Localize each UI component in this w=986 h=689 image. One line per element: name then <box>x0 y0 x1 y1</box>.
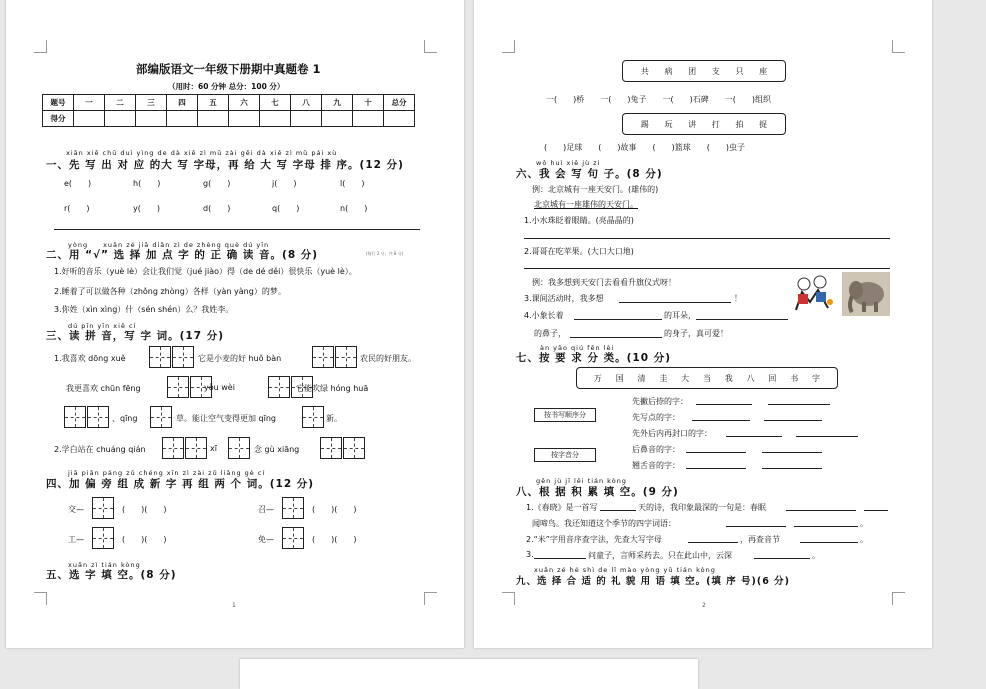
question-2-3: 3.你姓（xìn xìng）什（sén shén）么？我姓李。 <box>54 305 234 314</box>
letter-blank: j( ) <box>272 179 297 188</box>
word-blanks: ( )( ) <box>122 535 167 544</box>
score-cell: 五 <box>198 95 229 111</box>
question-6-3: 3.课间活动时，我多想 <box>524 294 604 303</box>
section-5-heading: 五、选 字 填 空。(8 分) <box>46 569 177 581</box>
choice-char: 大 <box>681 373 690 383</box>
choice-char: 当 <box>702 373 711 383</box>
children-playing-image <box>790 272 838 314</box>
tianzige-box[interactable] <box>228 437 250 459</box>
score-input[interactable] <box>353 111 384 127</box>
letter-blank: y( ) <box>133 204 160 213</box>
section-7-heading: 七、按 要 求 分 类。(10 分) <box>516 352 671 364</box>
question-6-4: 的鼻子， <box>534 329 566 338</box>
tianzige-box[interactable] <box>149 346 171 368</box>
question-6-4: 的耳朵， <box>664 311 696 320</box>
choice-char: 团 <box>688 66 697 76</box>
question-3-text: 我更喜欢 chūn fēng <box>66 384 141 393</box>
choice-char: 书 <box>790 373 799 383</box>
score-input[interactable] <box>260 111 291 127</box>
answer-line[interactable] <box>534 558 586 559</box>
radical-label: 交— <box>68 505 84 514</box>
answer-line[interactable] <box>600 510 636 511</box>
next-page-edge <box>240 659 698 689</box>
question-6-1: 1.小水珠眨着眼睛。(亮晶晶的) <box>524 216 634 225</box>
question-3-text: 念 gù xiāng <box>254 445 300 454</box>
score-cell: 七 <box>260 95 291 111</box>
category-item: 后鼻音的字： <box>632 445 680 454</box>
score-input[interactable] <box>74 111 105 127</box>
choice-char: 拍 <box>735 119 744 129</box>
score-cell: 八 <box>291 95 322 111</box>
answer-line[interactable] <box>686 452 746 453</box>
word-blanks: ( )( ) <box>312 505 357 514</box>
section-8-heading: 八、根 据 积 累 填 空。(9 分) <box>516 486 679 498</box>
category-item: 先撇后捺的字： <box>632 397 688 406</box>
crop-mark <box>34 592 47 605</box>
answer-line[interactable] <box>524 268 890 269</box>
sentence-end: 。 <box>812 551 820 560</box>
crop-mark <box>424 592 437 605</box>
page-subtitle: （用时：60 分钟 总分：100 分） <box>168 82 285 91</box>
section-9-pinyin: xuǎn zé hé shì de lǐ mào yòng yǔ tián kòng <box>534 566 716 574</box>
tianzige-box[interactable] <box>150 406 172 428</box>
question-6-2: 2.哥哥在吃苹果。(大口大口地) <box>524 247 634 256</box>
answer-line[interactable] <box>794 526 858 527</box>
section-2-pinyin: yòng xuǎn zé jiā diǎn zì de zhèng què dú yīn <box>68 241 270 249</box>
question-2-2: 2.睡着了可以做各种（zhǒng zhòng）各样（yàn yàng）的梦。 <box>54 287 286 296</box>
crop-mark <box>892 592 905 605</box>
question-3-text: 它是小麦的好 huǒ bàn <box>198 354 282 363</box>
score-input[interactable] <box>291 111 322 127</box>
score-cell: 一 <box>74 95 105 111</box>
letter-blank: h( ) <box>133 179 161 188</box>
choice-char: 万 <box>593 373 602 383</box>
question-3-text: 1.我喜欢 dōng xuě <box>54 354 126 363</box>
section-6-pinyin: wǒ huì xiě jù zi <box>536 159 601 167</box>
section-8-pinyin: gēn jù jī lěi tián kòng <box>536 477 627 485</box>
answer-line[interactable] <box>786 510 856 511</box>
answer-line[interactable] <box>726 436 782 437</box>
crop-mark <box>892 40 905 53</box>
score-input[interactable] <box>229 111 260 127</box>
answer-line[interactable] <box>696 404 752 405</box>
tianzige-box[interactable] <box>162 437 184 459</box>
section-2-note: (每行 2 分，共 8 分) <box>366 251 404 256</box>
tianzige-box[interactable] <box>282 497 304 519</box>
elephant-image <box>842 272 890 316</box>
tianzige-box[interactable] <box>268 376 290 398</box>
score-cell: 题号 <box>43 95 74 111</box>
question-8-3: 问童子，言师采药去。只在此山中，云深 <box>588 551 732 560</box>
score-cell: 九 <box>322 95 353 111</box>
radical-label: 工— <box>68 535 84 544</box>
page-number: 2 <box>702 602 706 609</box>
score-input[interactable] <box>167 111 198 127</box>
category-item: 翘舌音的字： <box>632 461 680 470</box>
answer-line[interactable] <box>762 468 822 469</box>
choice-char: 讲 <box>688 119 697 129</box>
answer-line[interactable] <box>692 420 750 421</box>
score-cell: 十 <box>353 95 384 111</box>
score-cell: 六 <box>229 95 260 111</box>
answer-line[interactable] <box>762 452 822 453</box>
score-input[interactable] <box>105 111 136 127</box>
tianzige-box[interactable] <box>312 346 334 368</box>
score-header-row <box>43 95 415 111</box>
page-1 <box>6 0 464 648</box>
letter-blank: r( ) <box>64 204 90 213</box>
crop-mark <box>424 40 437 53</box>
word-blanks: ( )( ) <box>122 505 167 514</box>
answer-line[interactable] <box>800 542 858 543</box>
tianzige-box[interactable] <box>64 406 86 428</box>
tianzige-box[interactable] <box>87 406 109 428</box>
choice-char: 我 <box>724 373 733 383</box>
page-number: 1 <box>232 602 236 609</box>
fill-row: 一( )桥 一( )兔子 一( )石碑 一( )组织 <box>546 95 771 104</box>
tianzige-box[interactable] <box>335 346 357 368</box>
question-8-2: 2.“米”字用音序查字法，先查大写字母 <box>526 535 662 544</box>
tianzige-box[interactable] <box>92 497 114 519</box>
category-item: 先外后内再封口的字： <box>632 429 712 438</box>
radical-label: 召— <box>258 505 274 514</box>
page-2 <box>474 0 932 648</box>
question-6-3-end: ！ <box>734 294 742 303</box>
letter-blank: e( ) <box>64 179 92 188</box>
choice-char: 踢 <box>640 119 649 129</box>
section-7-pinyin: àn yāo qiú fēn lèi <box>540 344 615 352</box>
answer-line[interactable] <box>754 558 810 559</box>
score-cell: 二 <box>105 95 136 111</box>
example-answer: 北京城有一座雄伟的天安门。 <box>534 200 638 209</box>
section-1-pinyin: xiān xiě chū duì yìng de dà xiě zì mǔ zài gěi dà xiě zì mǔ pái xù <box>66 149 338 157</box>
question-3-text: 、qīng <box>112 414 138 423</box>
answer-line[interactable] <box>696 319 788 320</box>
crop-mark <box>34 40 47 53</box>
word-choice-box <box>622 60 786 82</box>
choice-char: 字 <box>812 373 821 383</box>
question-3-text: 2.学白站在 chuáng qián <box>54 445 146 454</box>
question-8-1: 1.《春晓》是一首写 <box>526 503 598 512</box>
tianzige-box[interactable] <box>185 437 207 459</box>
choice-char: 共 <box>640 66 649 76</box>
sentence-end: 。 <box>860 535 868 544</box>
answer-line[interactable] <box>764 420 822 421</box>
choice-char: 只 <box>735 66 744 76</box>
page-title: 部编版语文一年级下册期中真题卷 1 <box>136 62 321 76</box>
question-3-text: 它能吹绿 hóng huā <box>296 384 369 393</box>
question-6-4: 4.小象长着 <box>524 311 564 320</box>
choice-char: 八 <box>746 373 755 383</box>
category-label: 按书写顺序分 <box>534 408 596 422</box>
tianzige-box[interactable] <box>320 437 342 459</box>
section-3-pinyin: dú pīn yīn xiě cí <box>68 322 137 330</box>
crop-mark <box>502 592 515 605</box>
choice-char: 病 <box>664 66 673 76</box>
tianzige-box[interactable] <box>302 406 324 428</box>
section-1-heading: 一、先 写 出 对 应 的大 写 字母，再 给 大 写 字母 排 序。(12 分) <box>46 159 404 171</box>
letter-blank: d( ) <box>203 204 231 213</box>
letter-blank: n( ) <box>340 204 368 213</box>
choice-char: 国 <box>615 373 624 383</box>
score-input[interactable] <box>322 111 353 127</box>
score-input[interactable] <box>198 111 229 127</box>
example-sentence: 例：北京城有一座天安门。(雄伟的) <box>532 185 659 194</box>
question-8-2: ，再查音节 <box>740 535 780 544</box>
question-8-1: 天的诗，我印象最深的一句是：春眠 <box>638 503 766 512</box>
answer-line[interactable] <box>768 404 830 405</box>
question-6-4: 的身子，真可爱！ <box>664 329 728 338</box>
answer-line[interactable] <box>524 238 890 239</box>
tianzige-box[interactable] <box>92 527 114 549</box>
sentence-end: 。 <box>860 519 868 528</box>
choice-char: 打 <box>711 119 720 129</box>
section-4-heading: 四、加 偏 旁 组 成 新 字 再 组 两 个 词。(12 分) <box>46 478 315 490</box>
section-2-heading: 二、用 “√” 选 择 加 点 字 的 正 确 读 音。(8 分) <box>46 249 319 261</box>
score-value-row <box>43 111 415 127</box>
section-6-heading: 六、我 会 写 句 子。(8 分) <box>516 168 663 180</box>
tianzige-box[interactable] <box>167 376 189 398</box>
section-5-pinyin: xuǎn zì tián kòng <box>68 561 141 569</box>
word-blanks: ( )( ) <box>312 535 357 544</box>
answer-line[interactable] <box>864 510 888 511</box>
answer-line[interactable] <box>686 468 746 469</box>
example-sentence: 例：我多想到天安门去看看升旗仪式呀！ <box>532 278 676 287</box>
tianzige-box[interactable] <box>282 527 304 549</box>
answer-line[interactable] <box>726 526 786 527</box>
choice-char: 玩 <box>664 119 673 129</box>
answer-line[interactable] <box>619 302 731 303</box>
answer-line[interactable] <box>796 436 858 437</box>
answer-line[interactable] <box>688 542 738 543</box>
letter-blank: q( ) <box>272 204 300 213</box>
score-input[interactable] <box>384 111 415 127</box>
answer-line[interactable] <box>570 337 662 338</box>
section-4-pinyin: jiā piān páng zǔ chéng xīn zì zài zǔ liǎng gè cí <box>68 469 266 477</box>
tianzige-box[interactable] <box>172 346 194 368</box>
question-3-text: xī <box>210 444 217 453</box>
category-label: 按字音分 <box>534 448 596 462</box>
answer-line[interactable] <box>574 319 662 320</box>
word-choice-box <box>622 113 786 135</box>
letter-blank: g( ) <box>203 179 231 188</box>
question-8-3: 3. <box>526 550 534 559</box>
choice-char: 圭 <box>659 373 668 383</box>
score-cell: 得分 <box>43 111 74 127</box>
score-cell: 三 <box>136 95 167 111</box>
char-choice-box <box>576 367 838 389</box>
category-item: 先写点的字： <box>632 413 680 422</box>
section-9-heading: 九、选 择 合 适 的 礼 貌 用 语 填 空。(填 序 号)(6 分) <box>516 576 790 587</box>
tianzige-box[interactable] <box>343 437 365 459</box>
choice-char: 清 <box>637 373 646 383</box>
score-cell: 总分 <box>384 95 415 111</box>
question-3-text: yǒu wèi <box>204 383 235 392</box>
choice-char: 回 <box>768 373 777 383</box>
answer-line[interactable] <box>54 229 420 230</box>
crop-mark <box>502 40 515 53</box>
choice-char: 座 <box>759 66 768 76</box>
question-2-1: 1.好听的音乐（yuè lè）会让我们觉（jué jiào）得（de dé děi）很快乐（yuè lè）。 <box>54 267 357 276</box>
fill-row: ( )足球 ( )故事 ( )篮球 ( )虫子 <box>544 143 745 152</box>
question-3-text: 农民的好朋友。 <box>360 354 416 363</box>
question-3-text: 新。 <box>326 414 342 423</box>
score-input[interactable] <box>136 111 167 127</box>
score-table <box>42 94 415 127</box>
radical-label: 免— <box>258 535 274 544</box>
choice-char: 支 <box>711 66 720 76</box>
question-3-text: 草。能让空气变得更加 qīng <box>176 414 276 423</box>
choice-char: 捉 <box>759 119 768 129</box>
score-cell: 四 <box>167 95 198 111</box>
letter-blank: l( ) <box>340 179 365 188</box>
question-8-1: 闻啼鸟。我还知道这个季节的四字词语： <box>532 519 676 528</box>
section-3-heading: 三、读 拼 音，写 字 词。(17 分) <box>46 330 224 342</box>
